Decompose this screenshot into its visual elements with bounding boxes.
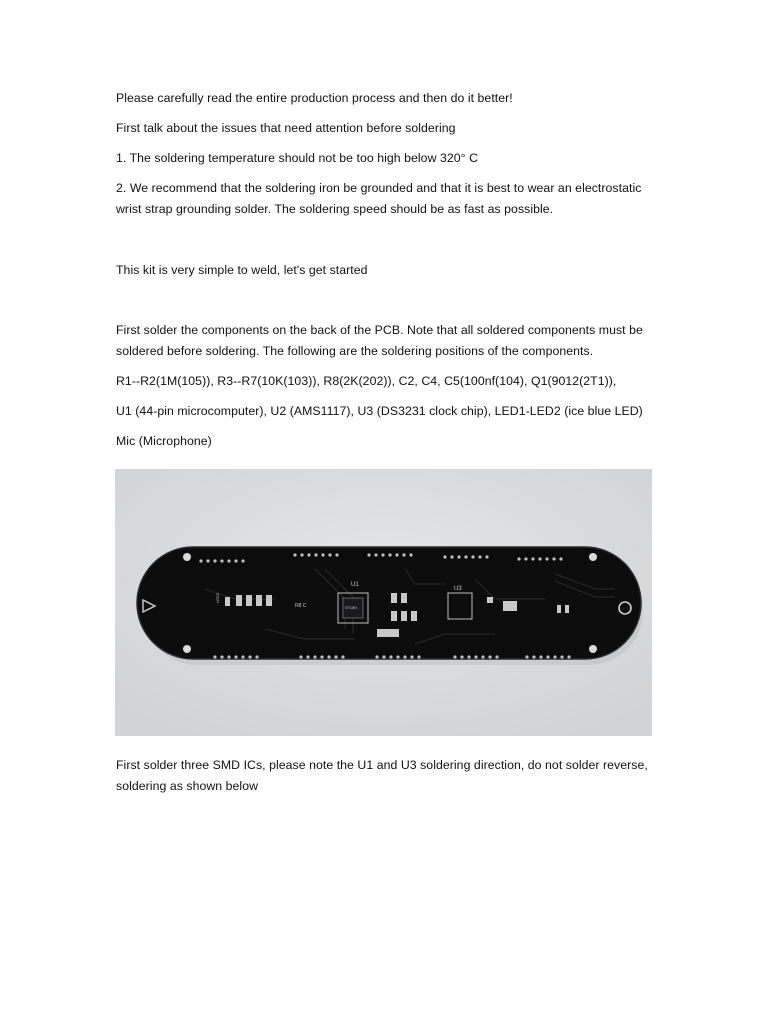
start-paragraph: This kit is very simple to weld, let's get started xyxy=(116,263,368,277)
temperature-note: 1. The soldering temperature should not be too high below 320° C xyxy=(116,151,479,165)
ic-list: U1 (44-pin microcomputer), U2 (AMS1117), U3 (DS3231 clock chip), LED1-LED2 (ice blue LED) xyxy=(116,404,643,418)
pcb-illustration xyxy=(115,469,652,736)
mount-hole-bottom-left xyxy=(183,645,191,653)
mount-hole-top-left xyxy=(183,553,191,561)
u3-label: U3 xyxy=(454,586,462,592)
u1-label: U1 xyxy=(351,582,359,588)
grounding-note: 2. We recommend that the soldering iron be grounded and that it is best to wear an electrostatic wrist strap grounding solder. The soldering speed should be as fast as possible. xyxy=(116,181,642,216)
pcb-photo xyxy=(115,469,652,736)
intro-paragraph: Please carefully read the entire production process and then do it better! xyxy=(116,91,513,105)
attention-heading: First talk about the issues that need attention before soldering xyxy=(116,121,456,135)
mount-hole-bottom-right xyxy=(589,645,597,653)
resistor-list: R1--R2(1M(105)), R3--R7(10K(103)), R8(2K(202)), C2, C4, C5(100nf(104), Q1(9012(2T1)), xyxy=(116,374,617,388)
mcu-label: STC8H xyxy=(345,606,357,610)
pcb-board xyxy=(137,547,641,659)
r8c-label: R8 C xyxy=(295,603,307,609)
mount-hole-top-right xyxy=(589,553,597,561)
mic-line: Mic (Microphone) xyxy=(116,434,212,448)
led-label: LED2 xyxy=(215,592,220,603)
back-components-paragraph: First solder the components on the back of the PCB. Note that all soldered components must be soldered before soldering. The following are the soldering positions of the components. xyxy=(116,323,643,358)
smd-ic-paragraph: First solder three SMD ICs, please note the U1 and U3 soldering direction, do not solder reverse, soldering as shown below xyxy=(116,758,648,793)
